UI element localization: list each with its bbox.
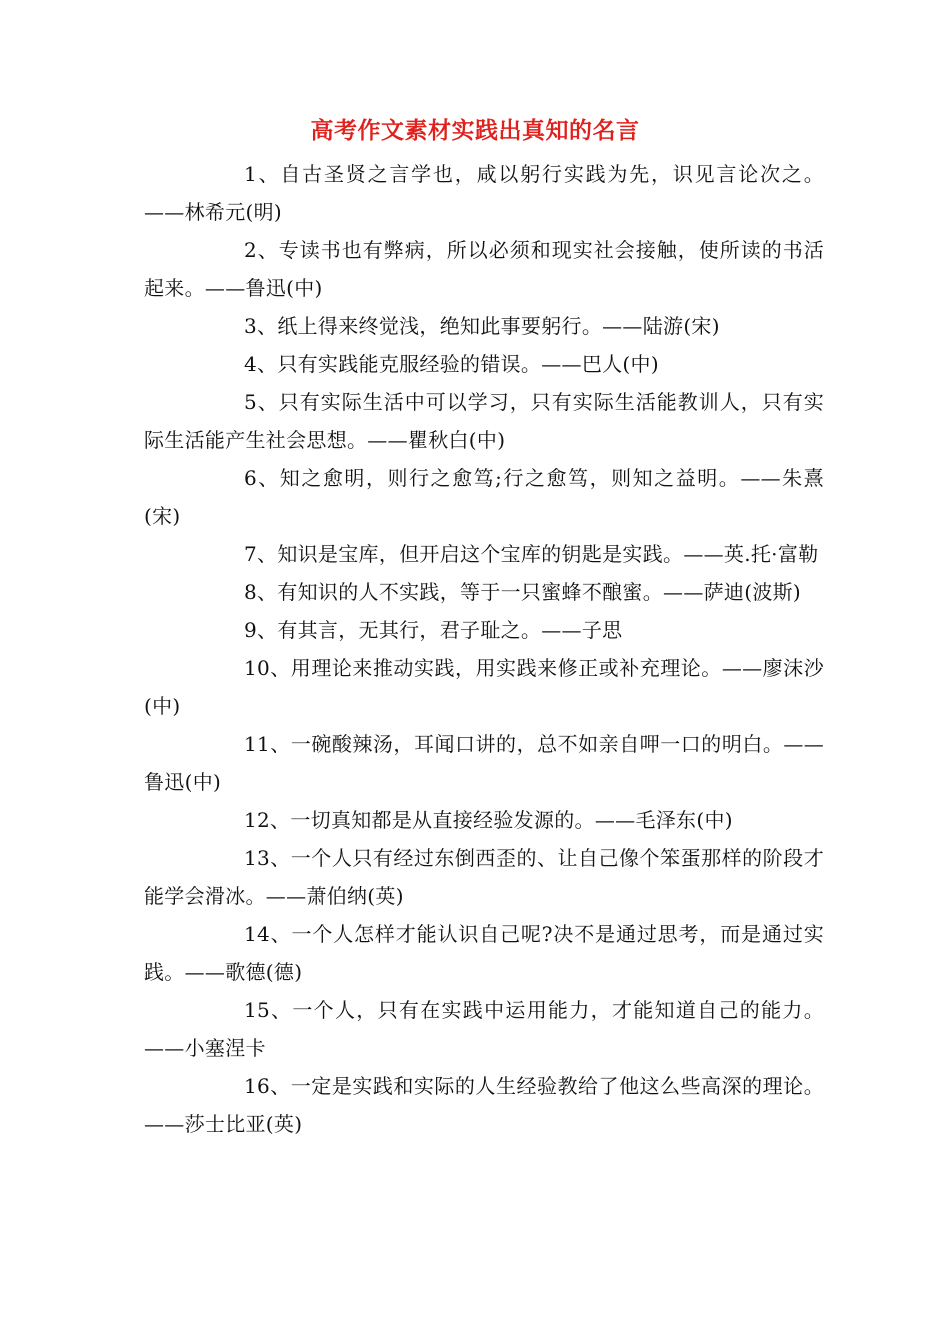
quote-item: 10、用理论来推动实践，用实践来修正或补充理论。——廖沫沙(中)	[144, 656, 824, 718]
quote-item: 9、有其言，无其行，君子耻之。——子思	[244, 618, 623, 642]
quote-item: 7、知识是宝库，但开启这个宝库的钥匙是实践。——英.托·富勒	[244, 542, 819, 566]
quote-item: 2、专读书也有弊病，所以必须和现实社会接触，使所读的书活起来。——鲁迅(中)	[144, 238, 824, 300]
quote-item: 8、有知识的人不实践，等于一只蜜蜂不酿蜜。——萨迪(波斯)	[244, 580, 802, 604]
quote-item: 3、纸上得来终觉浅，绝知此事要躬行。——陆游(宋)	[244, 314, 720, 338]
quote-list	[144, 155, 824, 1143]
quote-item: 15、一个人，只有在实践中运用能力，才能知道自己的能力。——小塞涅卡	[144, 998, 824, 1060]
quote-item: 6、知之愈明，则行之愈笃;行之愈笃，则知之益明。——朱熹(宋)	[144, 466, 824, 528]
quote-item: 1、自古圣贤之言学也，咸以躬行实践为先，识见言论次之。——林希元(明)	[144, 162, 824, 224]
quote-item: 11、一碗酸辣汤，耳闻口讲的，总不如亲自呷一口的明白。——鲁迅(中)	[144, 732, 824, 794]
document-title: 高考作文素材实践出真知的名言	[310, 117, 640, 144]
quote-item: 5、只有实际生活中可以学习，只有实际生活能教训人，只有实际生活能产生社会思想。——瞿秋白(中)	[144, 390, 824, 452]
quote-item: 4、只有实践能克服经验的错误。——巴人(中)	[244, 352, 659, 376]
quote-item: 13、一个人只有经过东倒西歪的、让自己像个笨蛋那样的阶段才能学会滑冰。——萧伯纳(英)	[144, 846, 824, 908]
quote-item: 14、一个人怎样才能认识自己呢?决不是通过思考，而是通过实践。——歌德(德)	[144, 922, 824, 984]
quote-item: 12、一切真知都是从直接经验发源的。——毛泽东(中)	[244, 808, 733, 832]
quote-item: 16、一定是实践和实际的人生经验教给了他这么些高深的理论。——莎士比亚(英)	[144, 1074, 824, 1136]
